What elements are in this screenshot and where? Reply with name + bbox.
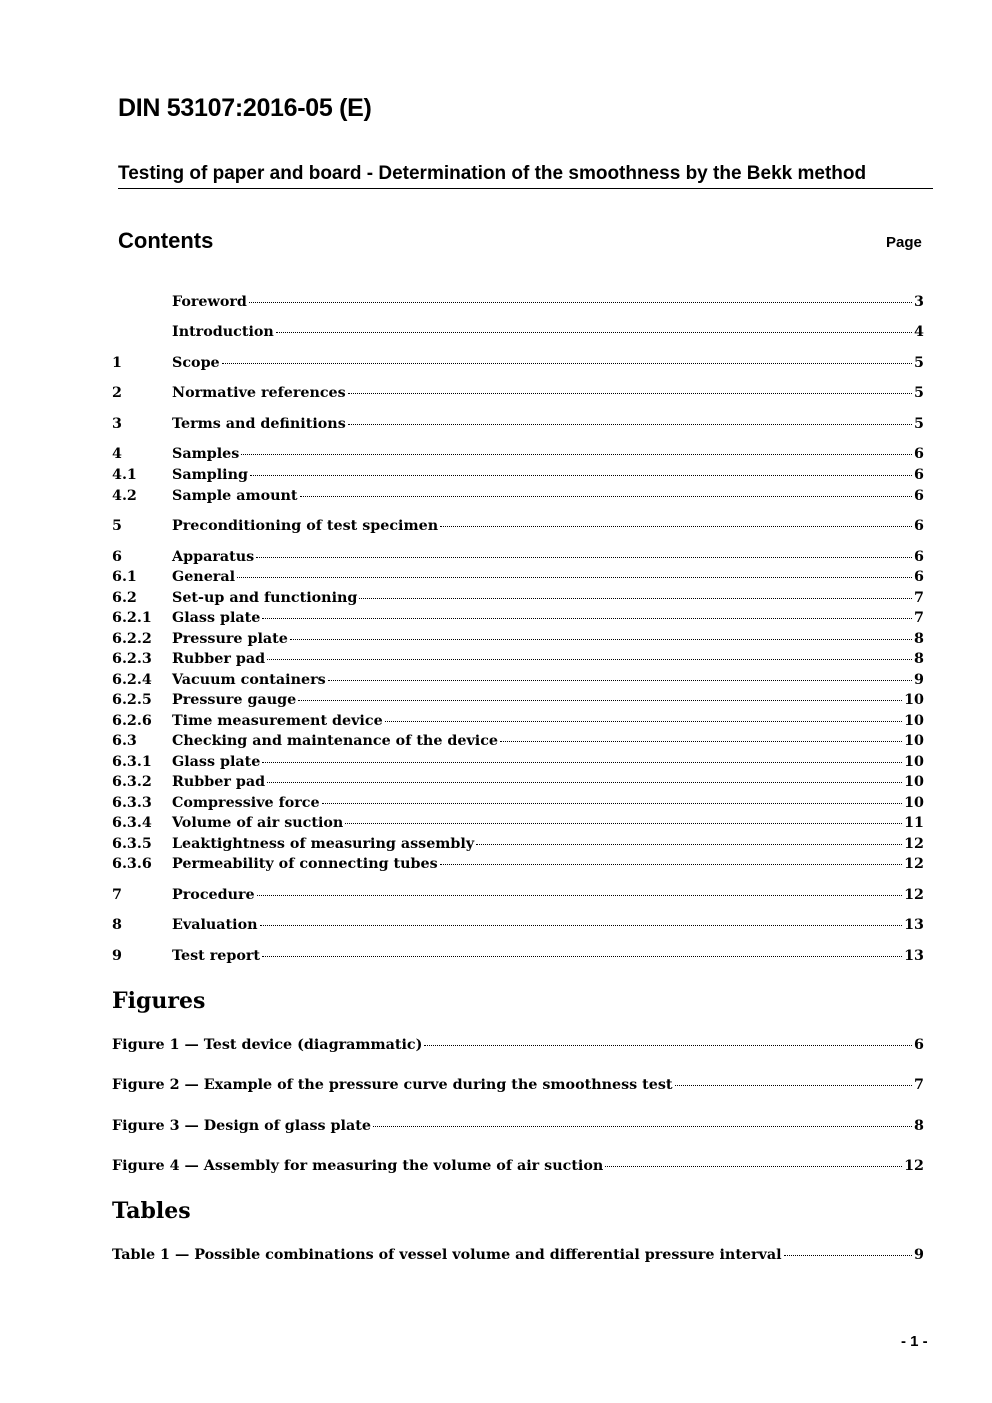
toc-entry[interactable] [112,467,924,487]
toc-entry[interactable] [112,549,924,569]
toc-caption-entry[interactable] [112,1158,924,1178]
toc-entry[interactable] [112,733,924,753]
toc-dot-leader [476,844,902,845]
toc-entry-title: Evaluation [172,917,258,933]
toc-entry-page: 9 [914,1247,924,1263]
toc-entry-title: Volume of air suction [172,815,344,831]
toc-entry-title: Figure 4 — Assembly for measuring the volume of air suction [112,1158,604,1174]
toc-entry-title: Time measurement device [172,713,383,729]
toc-dot-leader [249,302,912,303]
toc-entry[interactable] [112,836,924,856]
toc-caption-entry[interactable] [112,1077,924,1097]
toc-entry-number: 9 [112,948,122,964]
toc-caption-entry[interactable] [112,1118,924,1138]
toc-dot-leader [440,864,902,865]
toc-entry-page: 8 [914,651,924,667]
toc-entry-number: 6.3 [112,733,137,749]
toc-entry-number: 6.2.2 [112,631,152,647]
document-title: Testing of paper and board - Determination of the smoothness by the Bekk method [118,163,933,189]
toc-caption-entry[interactable] [112,1247,924,1267]
toc-entry[interactable] [112,815,924,835]
toc-entry-page: 6 [914,518,924,534]
toc-entry[interactable] [112,590,924,610]
toc-entry-page: 12 [904,856,924,872]
toc-entry-number: 6.3.2 [112,774,152,790]
toc-dot-leader [373,1126,912,1127]
toc-entry-page: 12 [904,1158,924,1174]
toc-entry-number: 6.2.1 [112,610,152,626]
toc-entry-page: 12 [904,836,924,852]
toc-entry-title: Terms and definitions [172,416,346,432]
toc-entry-number: 6.3.5 [112,836,152,852]
toc-entry-title: Preconditioning of test specimen [172,518,439,534]
toc-entry-title: Sampling [172,467,248,483]
toc-dot-leader [262,618,912,619]
toc-entry-number: 6.2.5 [112,692,152,708]
toc-entry-title: Figure 1 — Test device (diagrammatic) [112,1037,423,1053]
toc-entry[interactable] [112,774,924,794]
toc-entry-number: 7 [112,887,122,903]
toc-entry-page: 7 [914,1077,924,1093]
toc-dot-leader [262,956,902,957]
toc-dot-leader [440,526,912,527]
toc-entry[interactable] [112,795,924,815]
toc-dot-leader [256,557,912,558]
footer-page-number: - 1 - [901,1333,928,1350]
toc-entry-title: Foreword [172,294,247,310]
toc-entry[interactable] [112,917,924,937]
toc-caption-entry[interactable] [112,1037,924,1057]
toc-entry[interactable] [112,887,924,907]
toc-entry[interactable] [112,948,924,968]
toc-entry-page: 5 [914,355,924,371]
toc-entry[interactable] [112,672,924,692]
toc-entry-page: 5 [914,385,924,401]
toc-dot-leader [267,782,902,783]
toc-entry[interactable] [112,610,924,630]
toc-entry-number: 4.1 [112,467,137,483]
toc-entry-title: Rubber pad [172,774,266,790]
toc-entry-page: 11 [904,815,924,831]
toc-entry-title: Procedure [172,887,255,903]
toc-entry-page: 9 [914,672,924,688]
toc-entry-page: 6 [914,446,924,462]
toc-entry-page: 6 [914,569,924,585]
toc-dot-leader [385,721,902,722]
document-id: DIN 53107:2016-05 (E) [118,94,372,122]
toc-dot-leader [500,741,902,742]
toc-dot-leader [348,424,912,425]
toc-entry-number: 4 [112,446,122,462]
toc-entry-title: Test report [172,948,261,964]
toc-entry-page: 10 [904,713,924,729]
toc-entry-number: 6.3.6 [112,856,152,872]
figures-heading: Figures [112,988,206,1014]
toc-entry-number: 6.3.4 [112,815,152,831]
toc-entry-number: 6.2 [112,590,137,606]
toc-entry-number: 2 [112,385,122,401]
toc-entry[interactable] [112,416,924,436]
toc-entry-page: 6 [914,467,924,483]
toc-dot-leader [260,925,903,926]
toc-dot-leader [784,1255,912,1256]
toc-dot-leader [257,895,902,896]
toc-entry[interactable] [112,324,924,344]
toc-entry-page: 8 [914,631,924,647]
toc-entry-page: 6 [914,488,924,504]
toc-entry-title: Permeability of connecting tubes [172,856,438,872]
toc-entry-page: 13 [904,917,924,933]
toc-entry-page: 10 [904,754,924,770]
toc-entry-page: 10 [904,774,924,790]
toc-entry-page: 6 [914,549,924,565]
toc-entry-number: 4.2 [112,488,137,504]
toc-entry-title: Table 1 — Possible combinations of vessel volume and differential pressure interval [112,1247,782,1263]
toc-entry-title: Introduction [172,324,274,340]
toc-entry[interactable] [112,518,924,538]
toc-entry-title: Scope [172,355,220,371]
toc-entry-page: 5 [914,416,924,432]
toc-entry-page: 7 [914,610,924,626]
toc-dot-leader [605,1166,902,1167]
toc-entry-page: 13 [904,948,924,964]
toc-entry[interactable] [112,385,924,405]
toc-entry-page: 7 [914,590,924,606]
toc-entry[interactable] [112,651,924,671]
toc-entry-page: 12 [904,887,924,903]
toc-entry[interactable] [112,488,924,508]
toc-entry-title: Leaktightness of measuring assembly [172,836,475,852]
toc-entry-page: 10 [904,692,924,708]
toc-dot-leader [345,823,902,824]
toc-dot-leader [675,1085,913,1086]
toc-entry-title: Vacuum containers [172,672,326,688]
toc-entry-number: 6.1 [112,569,137,585]
toc-entry-title: Glass plate [172,610,261,626]
toc-entry[interactable] [112,446,924,466]
toc-entry-number: 1 [112,355,122,371]
toc-entry[interactable] [112,294,924,314]
toc-dot-leader [424,1045,912,1046]
toc-dot-leader [237,577,912,578]
toc-dot-leader [328,680,912,681]
toc-entry-title: Compressive force [172,795,320,811]
toc-entry-page: 10 [904,733,924,749]
toc-entry-page: 3 [914,294,924,310]
toc-entry-number: 6 [112,549,122,565]
toc-entry-title: Figure 3 — Design of glass plate [112,1118,371,1134]
toc-dot-leader [300,496,913,497]
toc-entry-number: 8 [112,917,122,933]
toc-dot-leader [222,363,912,364]
toc-entry-title: Rubber pad [172,651,266,667]
toc-entry-page: 6 [914,1037,924,1053]
contents-heading: Contents [118,228,214,253]
toc-entry-page: 10 [904,795,924,811]
toc-entry-title: Normative references [172,385,346,401]
toc-entry-title: Set-up and functioning [172,590,358,606]
toc-entry-number: 6.2.4 [112,672,152,688]
toc-dot-leader [241,454,912,455]
toc-entry[interactable] [112,355,924,375]
page-column-label: Page [886,234,922,251]
toc-entry-title: Samples [172,446,240,462]
toc-entry-number: 5 [112,518,122,534]
toc-dot-leader [298,700,902,701]
toc-entry-title: Checking and maintenance of the device [172,733,499,749]
toc-entry-number: 6.2.6 [112,713,152,729]
toc-dot-leader [276,332,912,333]
toc-entry-number: 6.3.3 [112,795,152,811]
toc-entry-title: Pressure plate [172,631,288,647]
toc-entry[interactable] [112,631,924,651]
toc-entry[interactable] [112,856,924,876]
toc-dot-leader [262,762,902,763]
toc-entry-number: 6.3.1 [112,754,152,770]
toc-dot-leader [250,475,912,476]
toc-entry-title: Figure 2 — Example of the pressure curve during the smoothness test [112,1077,673,1093]
toc-entry-page: 4 [914,324,924,340]
tables-heading: Tables [112,1198,191,1224]
toc-dot-leader [290,639,912,640]
toc-entry-number: 6.2.3 [112,651,152,667]
toc-entry-page: 8 [914,1118,924,1134]
toc-entry-title: General [172,569,236,585]
toc-dot-leader [267,659,912,660]
toc-dot-leader [359,598,912,599]
toc-entry-title: Pressure gauge [172,692,297,708]
toc-entry-number: 3 [112,416,122,432]
toc-entry[interactable] [112,713,924,733]
toc-dot-leader [322,803,902,804]
toc-entry[interactable] [112,569,924,589]
toc-entry-title: Apparatus [172,549,255,565]
toc-entry-title: Glass plate [172,754,261,770]
toc-entry[interactable] [112,754,924,774]
toc-entry-title: Sample amount [172,488,298,504]
toc-dot-leader [348,393,912,394]
toc-entry[interactable] [112,692,924,712]
